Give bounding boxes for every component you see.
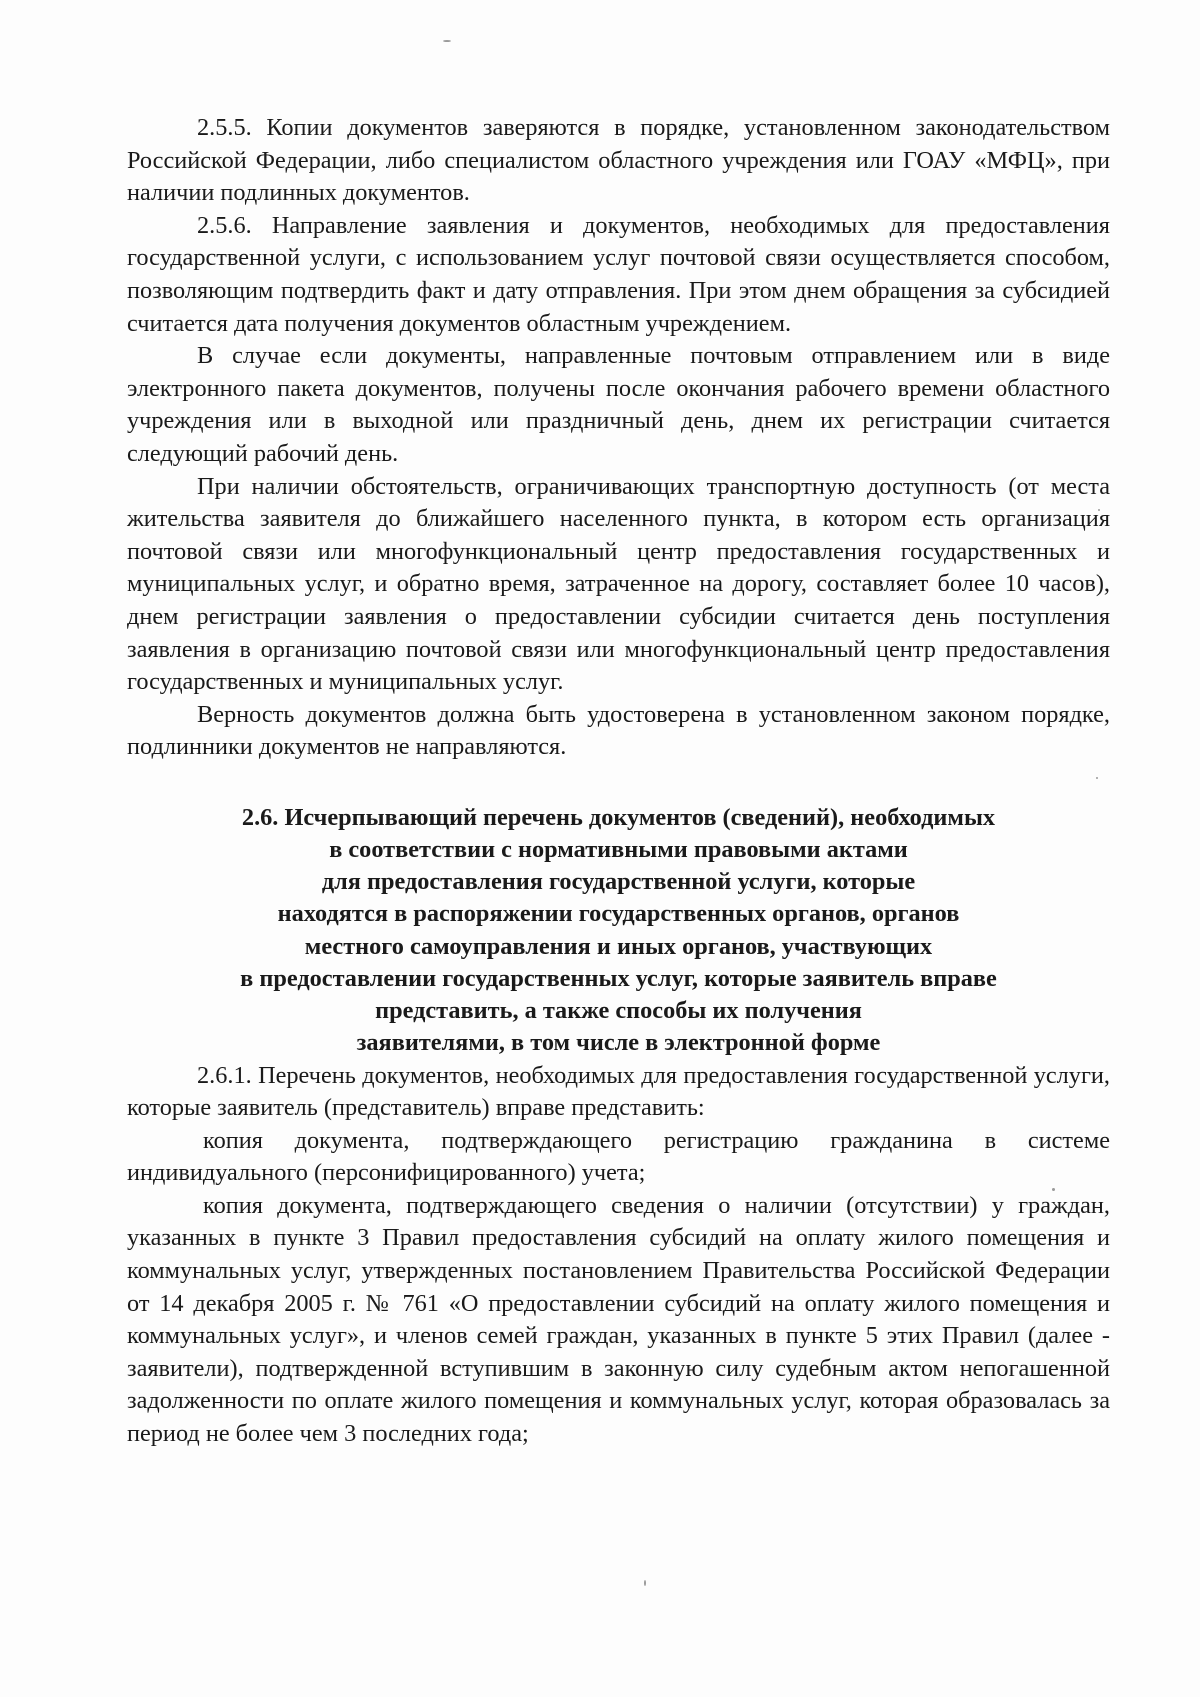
heading-line: местного самоуправления и иных органов, участвующих [304, 932, 933, 960]
paragraph-2-6-1: 2.6.1. Перечень документов, необходимых для предоставления государственной услуги, которые заявитель (представитель) вправе представить: [127, 1061, 1110, 1122]
paragraph-2-5-5: 2.5.5. Копии документов заверяются в порядке, установленном законодательством Российской Федерации, либо специалистом областного учреждения или ГОАУ «МФЦ», при наличии подлинных документов. [127, 114, 1110, 207]
paragraph-transport-availability: При наличии обстоятельств, ограничивающих транспортную доступность (от места жительства заявителя до ближайшего населенного пункта, в котором есть организация почтовой связи или многофункциональный центр предоставления государственных и муниципальных услуг, и обратно время, затраченное на дорогу, составляет более 10 часов), днем регистрации заявления о предоставлении субсидии считается день поступления заявления в организацию почтовой связи или многофункциональный центр предоставления государственных и муниципальных услуг. [127, 472, 1110, 696]
section-gap [127, 764, 1110, 802]
heading-line: находятся в распоряжении государственных органов, органов [277, 900, 960, 928]
heading-line: для предоставления государственной услуги, которые [321, 868, 916, 896]
heading-line: представить, а также способы их получения [375, 997, 862, 1025]
heading-line: в предоставлении государственных услуг, которые заявитель вправе [240, 964, 997, 992]
heading-line: в соответствии с нормативными правовыми актами [329, 836, 908, 864]
heading-line: заявителями, в том числе в электронной форме [356, 1029, 881, 1057]
list-item-debt-document-copy: копия документа, подтверждающего сведения о наличии (отсутствии) у граждан, указанных в пункте 3 Правил предоставления субсидий на оплату жилого помещения и коммунальных услуг, утвержденных постановлением Правительства Российской Федерации от 14 декабря 2005 г. № 761 «О предоставлении субсидий на оплату жилого помещения и коммунальных услуг», и членов семей граждан, указанных в пункте 5 этих Правил (далее - заявители), подтвержденной вступившим в законную силу судебным актом непогашенной задолженности по оплате жилого помещения и коммунальных услуг, которая образовалась за период не более чем 3 последних года; [127, 1191, 1110, 1448]
paragraph-electronic-package: В случае если документы, направленные почтовым отправлением или в виде электронного пакета документов, получены после окончания рабочего времени областного учреждения или в выходной или праздничный день, днем их регистрации считается следующий рабочий день. [127, 342, 1110, 467]
paragraph-documents-accuracy: Верность документов должна быть удостоверена в установленном законом порядке, подлинники документов не направляются. [127, 700, 1110, 761]
heading-line: 2.6. Исчерпывающий перечень документов (сведений), необходимых [241, 803, 996, 831]
section-heading-2-6 [127, 802, 1110, 1060]
paragraph-2-5-6: 2.5.6. Направление заявления и документов, необходимых для предоставления государственной услуги, с использованием услуг почтовой связи осуществляется способом, позволяющим подтвердить факт и дату отправления. При этом днем обращения за субсидией считается дата получения документов областным учреждением. [127, 211, 1110, 337]
document-body [127, 112, 1110, 1451]
list-item-registration-copy: копия документа, подтверждающего регистрацию гражданина в системе индивидуального (персонифицированного) учета; [127, 1126, 1110, 1187]
